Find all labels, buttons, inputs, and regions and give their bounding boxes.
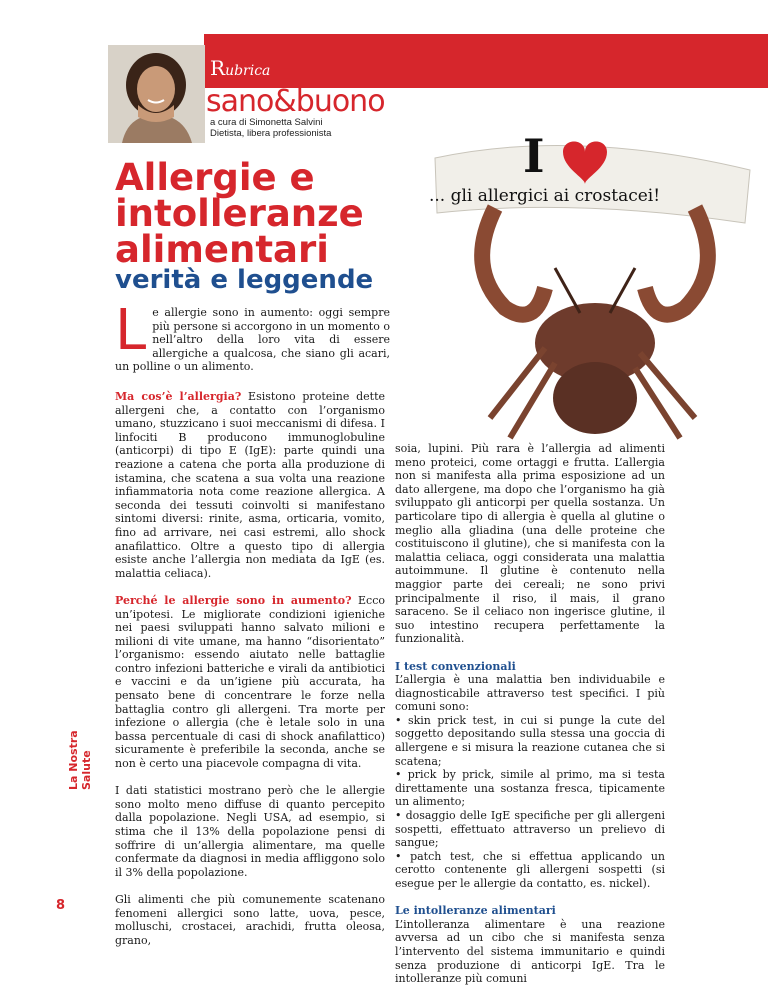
banner-text: ... gli allergici ai crostacei! [429,186,661,206]
byline-author: a cura di Simonetta Salvini [210,117,323,128]
header-band [204,34,768,88]
byline [210,117,331,139]
magazine-logo [67,720,91,790]
list-item: • skin prick test, in cui si punge la cute del soggetto depositando sulla stessa una goccia di allergene e si misura la reazione cutanea che si scatena; [395,713,665,768]
paragraph: soia, lupini. Più rara è l’allergia ad alimenti meno proteici, come ortaggi e frutta. L’allergia non si manifesta alla prima esposizione ad un dato allergene, ma dopo che l’organismo ha già sviluppato gli anticorpi per quella sostanza. Un particolare tipo di allergia è quella al glutine o meglio alla gliadina (una delle proteine che costituiscono il glutine), che si manifesta con la malattia celiaca, oggi considerata una malattia autoimmune. Il glutine è contenuto nella maggior parte dei cereali; ne sono privi principalmente il riso, il mais, il grano saraceno. Se il celiaco non ingerisce glutine, il suo intestino recupera perfettamente la funzionalità. [395,442,665,646]
author-portrait [108,45,205,143]
intro-paragraph [115,298,390,374]
page-number: 8 [56,898,66,913]
column-brand: sano&buono [206,84,385,119]
logo-line-1: La Nostra [67,730,80,790]
byline-role: Dietista, libera professionista [210,128,332,139]
paragraph: Gli alimenti che più comunemente scatenano fenomeni allergici sono latte, uova, pesce, molluschi, crostacei, arachidi, frutta oleosa, grano, [115,892,385,947]
list-item: • patch test, che si effettua applicando un cerotto contenente gli allergeni sospetti (si esegue per le allergie da contatto, es. nickel). [395,849,665,890]
article-subtitle: verità e leggende [115,265,374,295]
lobster-illustration [395,118,768,458]
article-title [115,156,415,271]
heading-intolerances: Le intolleranze alimentari [395,904,556,918]
paragraph: I dati statistici mostrano però che le allergie sono molto meno diffuse di quanto percepito dalla popolazione. Negli USA, ad esempio, si stima che il 13% della popolazione pensi di soffrire di un’allergia alimentare, ma quelle confermate da diagnosi in media affliggono solo il 3% della popolazione. [115,784,385,879]
heading-what-is-allergy: Ma cos’è l’allergia? [115,390,242,403]
heading-tests: I test convenzionali [395,659,516,673]
logo-line-2: Salute [80,750,93,790]
list-item: • prick by prick, simile al primo, ma si testa direttamente una sostanza fresca, tipicamente un alimento; [395,768,665,809]
title-line-3: alimentari [115,228,329,271]
intro-text: e allergie sono in aumento: oggi sempre più persone si accorgono in un momento o nell’altro della loro vita di essere allergiche a qualcosa, che siano gli acari, un polline o un alimento. [115,306,390,374]
column-right-top [395,442,665,986]
list-item: • dosaggio delle IgE specifiche per gli allergeni sospetti, effettuato attraverso un prelievo di sangue; [395,809,665,850]
section-rest: ubrica [225,63,271,79]
paragraph: L’intolleranza alimentare è una reazione avversa ad un cibo che si manifesta senza l’intervento del sistema immunitario e quindi senza produzione di anticorpi IgE. Tra le intolleranze più comuni [395,917,665,986]
section-initial: R [210,56,226,80]
title-line-2: intolleranze [115,192,364,235]
title-line-1: Allergie e [115,156,315,199]
drop-cap: L [115,298,147,363]
paragraph: Ecco un’ipotesi. Le migliorate condizioni igieniche nei paesi sviluppati hanno salvato milioni e milioni di vite umane, ma hanno “disorientato” l’organismo: essendo aiutato nelle battaglie contro infezioni batteriche e virali da antibiotici e vaccini e da un’igiene più accurata, ha pensato bene di concentrare le forze nella battaglia contro gli allergeni. Tra morte per infezione o allergia (che è letale solo in una bassa percentuale di casi di shock anafilattico) sicuramente è preferibile la seconda, anche se non è certo una piacevole compagna di vita. [115,593,385,771]
paragraph: L’allergia è una malattia ben individuabile e diagnosticabile attraverso test specifici. I più comuni sono: [395,673,665,714]
heading-why-increase: Perché le allergie sono in aumento? [115,593,352,607]
column-left [115,390,385,947]
section-label [210,56,270,80]
banner-i: I [523,129,545,183]
paragraph: Esistono proteine dette allergeni che, a contatto con l’organismo umano, stuzzicano i suoi meccanismi di difesa. I linfociti B producono immunoglobuline (anticorpi) di tipo E (IgE): parte quindi una reazione a catena che porta alla produzione di istamina, che scatena a sua volta una reazione infiammatoria nota come reazione allergica. A seconda dei tessuti coinvolti si manifestano sintomi diversi: rinite, asma, orticaria, vomito, fino ad arrivare, nei casi estremi, allo shock anafilattico. Oltre a questo tipo di allergia esiste anche l’allergia non mediata da IgE (es. malattia celiaca). [115,390,386,580]
